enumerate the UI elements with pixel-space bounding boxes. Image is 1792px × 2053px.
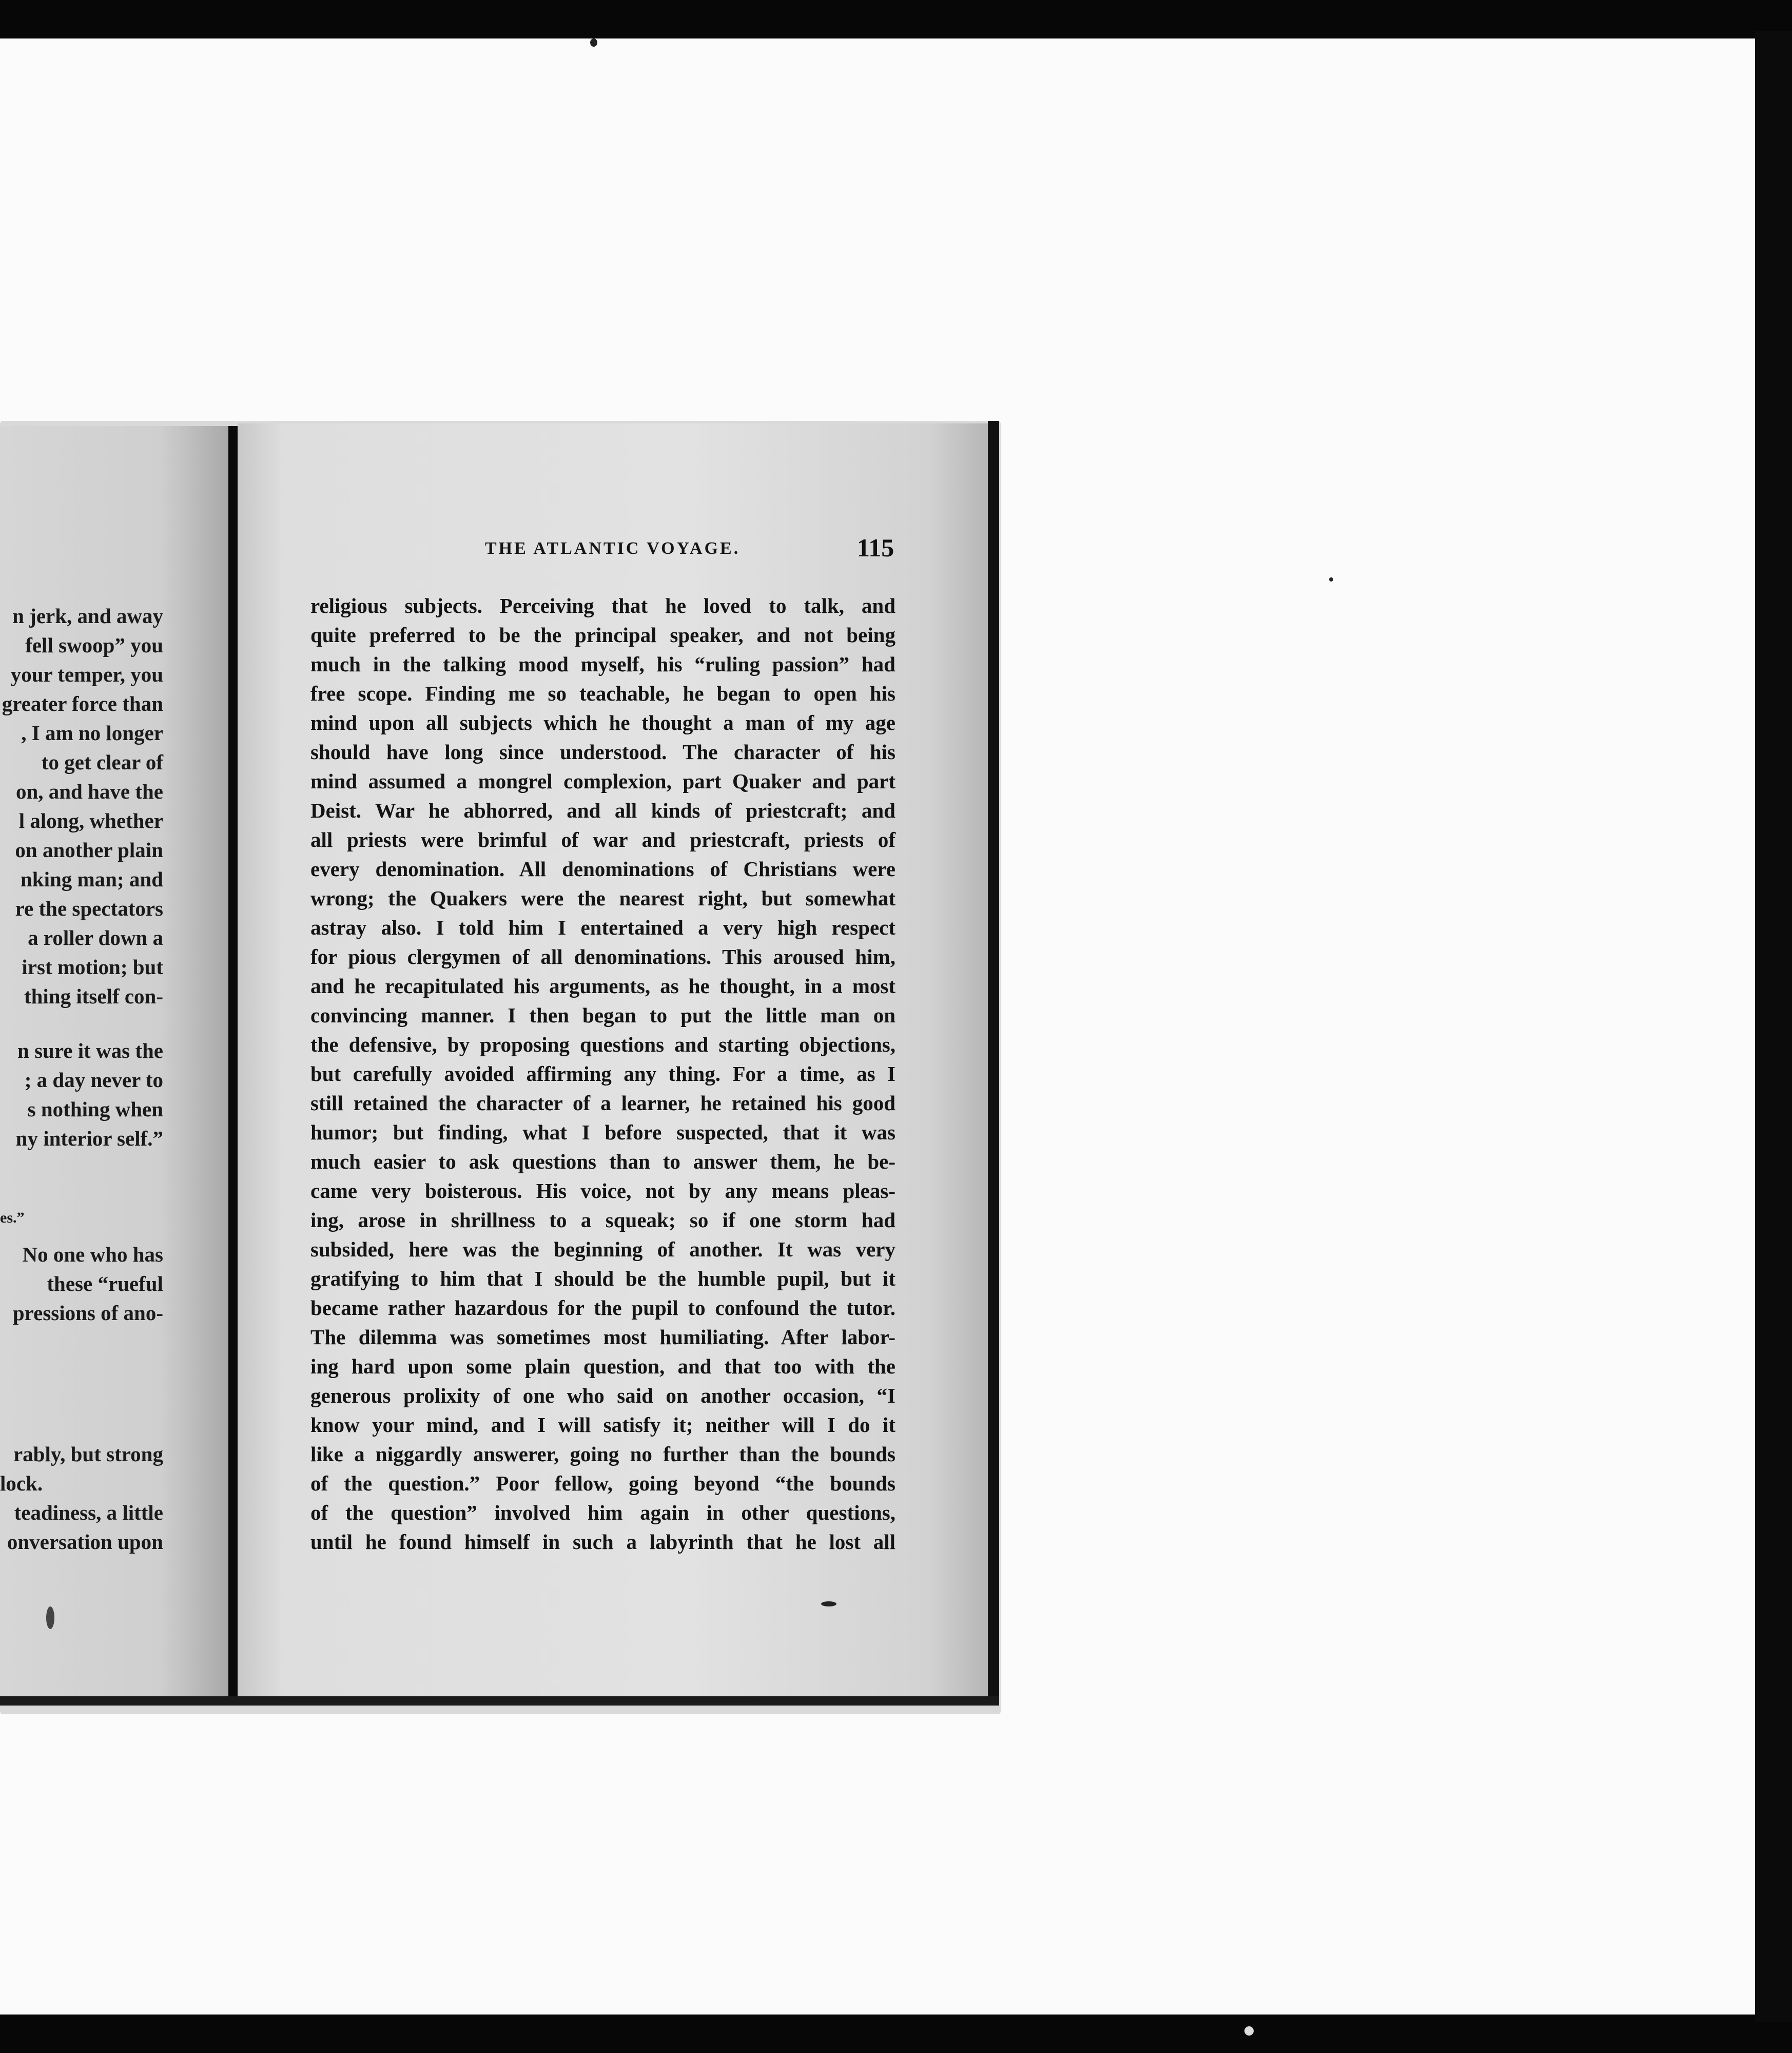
text-line: humor; but finding, what I before suspected, that it was <box>310 1120 895 1144</box>
left-text-line: on, and have the <box>15 780 163 803</box>
left-text-line: n jerk, and away <box>12 604 163 628</box>
text-line: but carefully avoided affirming any thing. For a time, as I <box>310 1062 895 1086</box>
text-line: until he found himself in such a labyrinth that he lost all <box>310 1530 895 1554</box>
text-line: became rather hazardous for the pupil to confound the tutor. <box>310 1296 895 1320</box>
scan-border-right <box>1755 31 1792 2022</box>
scan-speck <box>590 38 597 47</box>
text-line: came very boisterous. His voice, not by any means pleas- <box>310 1179 895 1203</box>
text-line: convincing manner. I then began to put the little man on <box>310 1003 895 1027</box>
left-text-line: these “rueful <box>47 1272 163 1295</box>
left-text-line: , I am no longer <box>21 721 163 745</box>
left-text-line: l along, whether <box>18 809 163 832</box>
left-page <box>0 426 228 1704</box>
page-number: 115 <box>857 533 894 562</box>
scan-speck <box>46 1606 54 1629</box>
text-line: much easier to ask questions than to answer them, he be- <box>310 1150 895 1173</box>
text-line: ing hard upon some plain question, and that too with the <box>310 1354 895 1378</box>
left-text-line: es.” <box>0 1209 25 1226</box>
left-text-line: thing itself con- <box>24 984 163 1008</box>
text-line: every denomination. All denominations of Christians were <box>310 857 895 881</box>
text-line: Deist. War he abhorred, and all kinds of priestcraft; and <box>310 799 895 822</box>
book-gutter <box>228 426 238 1699</box>
text-line: The dilemma was sometimes most humiliating. After labor- <box>310 1325 895 1349</box>
text-line: generous prolixity of one who said on another occasion, “I <box>310 1384 895 1407</box>
text-line: of the question” involved him again in other questions, <box>310 1501 895 1524</box>
left-text-line: re the spectators <box>15 897 163 920</box>
left-text-line: irst motion; but <box>22 955 163 979</box>
text-line: free scope. Finding me so teachable, he began to open his <box>310 682 895 705</box>
text-line: subsided, here was the beginning of another. It was very <box>310 1237 895 1261</box>
running-head: THE ATLANTIC VOYAGE. <box>485 539 741 558</box>
text-line: the defensive, by proposing questions and starting objections, <box>310 1033 895 1056</box>
left-text-line: nking man; and <box>20 867 163 891</box>
left-text-line: ny interior self.” <box>15 1127 163 1150</box>
scan-speck <box>1329 577 1333 582</box>
left-text-line: No one who has <box>22 1243 163 1266</box>
text-line: still retained the character of a learner, he retained his good <box>310 1091 895 1115</box>
text-line: mind assumed a mongrel complexion, part Quaker and part <box>310 769 895 793</box>
page-edge-bottom <box>0 1696 999 1706</box>
left-text-line: greater force than <box>2 692 163 715</box>
text-line: astray also. I told him I entertained a very high respect <box>310 916 895 939</box>
text-line: quite preferred to be the principal speaker, and not being <box>310 623 895 647</box>
left-text-line: teadiness, a little <box>14 1501 163 1524</box>
text-line: like a niggardly answerer, going no further than the bounds <box>310 1442 895 1466</box>
left-text-line: to get clear of <box>41 750 163 774</box>
left-text-line: fell swoop” you <box>25 633 163 657</box>
page-edge-right <box>988 421 999 1704</box>
text-line: and he recapitulated his arguments, as he thought, in a most <box>310 974 895 998</box>
text-line: mind upon all subjects which he thought a man of my age <box>310 711 895 734</box>
text-line: of the question.” Poor fellow, going beyond “the bounds <box>310 1471 895 1495</box>
text-line: all priests were brimful of war and priestcraft, priests of <box>310 828 895 851</box>
text-line: gratifying to him that I should be the humble pupil, but it <box>310 1267 895 1290</box>
left-text-line: pressions of ano- <box>12 1301 163 1325</box>
left-text-line: rably, but strong <box>13 1442 163 1466</box>
left-text-line: n sure it was the <box>17 1039 163 1062</box>
left-text-line: s nothing when <box>27 1097 163 1121</box>
left-text-line: a roller down a <box>28 926 163 950</box>
left-text-line: on another plain <box>15 838 163 862</box>
text-line: wrong; the Quakers were the nearest right, but somewhat <box>310 886 895 910</box>
text-line: much in the talking mood myself, his “ruling passion” had <box>310 652 895 676</box>
text-line: ing, arose in shrillness to a squeak; so if one storm had <box>310 1208 895 1232</box>
left-text-line: onversation upon <box>7 1530 163 1554</box>
text-line: should have long since understood. The character of his <box>310 740 895 764</box>
left-text-line: ; a day never to <box>24 1068 163 1092</box>
text-line: know your mind, and I will satisfy it; neither will I do it <box>310 1413 895 1437</box>
left-text-line: your temper, you <box>10 663 163 686</box>
text-line: religious subjects. Perceiving that he loved to talk, and <box>310 594 895 617</box>
left-text-line: lock. <box>0 1471 43 1495</box>
scan-speck <box>821 1601 836 1606</box>
scan-speck <box>1244 2026 1254 2036</box>
text-line: for pious clergymen of all denominations. This aroused him, <box>310 945 895 969</box>
